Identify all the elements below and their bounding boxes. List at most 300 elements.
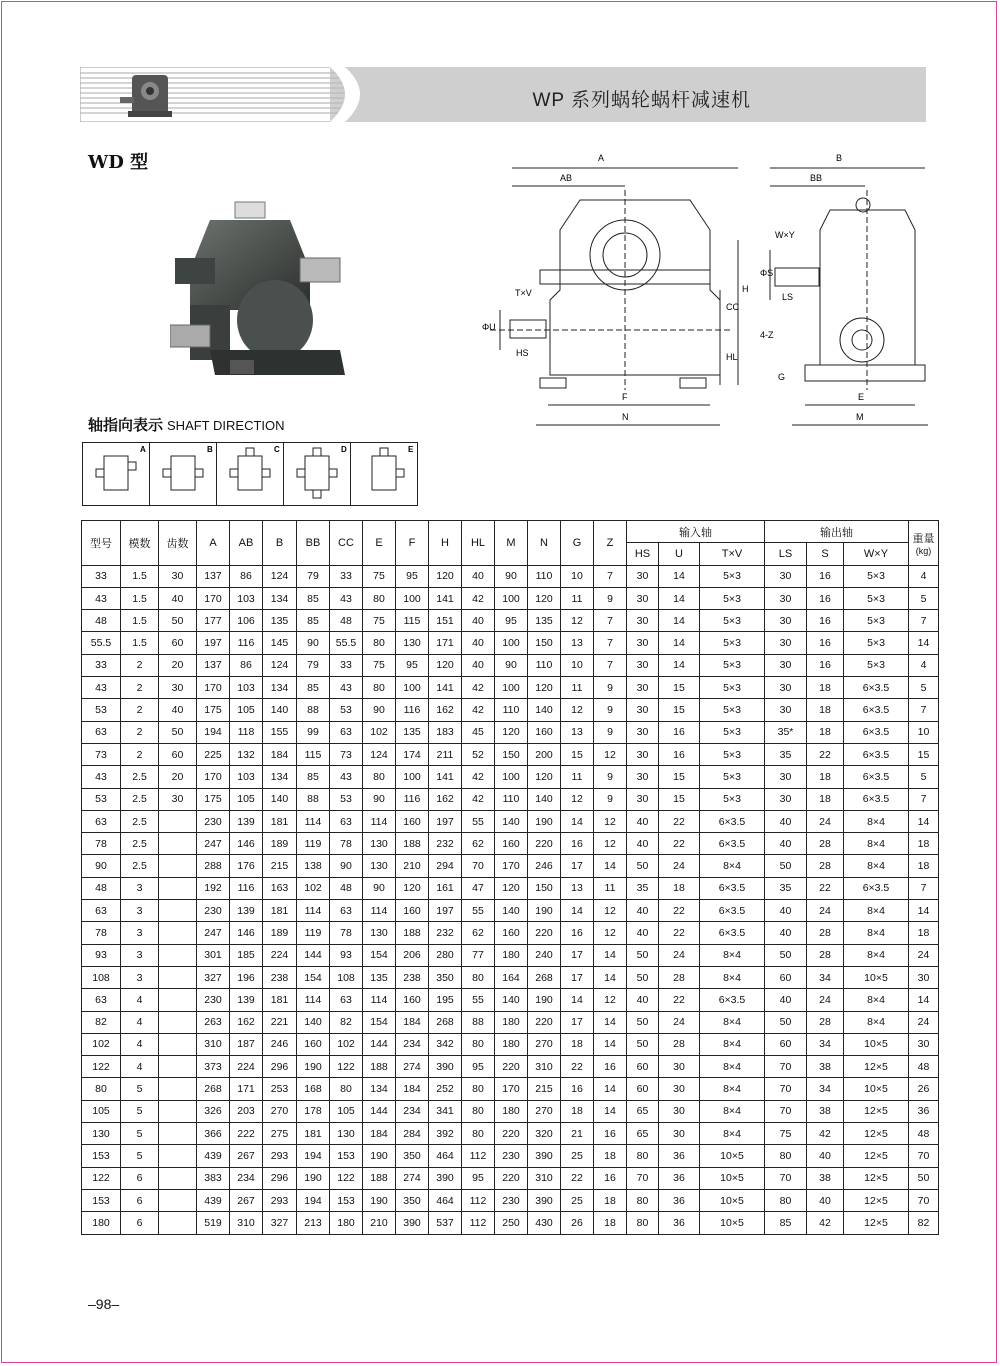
- table-cell: 16: [659, 721, 700, 743]
- front-housing: [550, 200, 720, 375]
- table-cell: 139: [230, 900, 263, 922]
- table-cell: 114: [297, 900, 330, 922]
- table-cell: 75: [765, 1123, 807, 1145]
- table-cell: 464: [429, 1189, 462, 1211]
- table-cell: [159, 877, 197, 899]
- table-cell: 14: [594, 966, 627, 988]
- table-row: [82, 810, 939, 832]
- table-cell: 16: [594, 1167, 627, 1189]
- table-cell: 13: [561, 877, 594, 899]
- table-cell: 247: [197, 833, 230, 855]
- table-cell: 250: [495, 1212, 528, 1234]
- table-cell: 88: [462, 1011, 495, 1033]
- table-cell: 140: [495, 810, 528, 832]
- column-header: E: [363, 521, 396, 566]
- table-cell: 22: [659, 900, 700, 922]
- table-cell: 6×3.5: [844, 721, 909, 743]
- table-cell: 9: [594, 721, 627, 743]
- table-cell: 170: [495, 855, 528, 877]
- table-cell: 40: [627, 989, 659, 1011]
- table-cell: 194: [297, 1189, 330, 1211]
- table-cell: 24: [909, 1011, 939, 1033]
- column-header: F: [396, 521, 429, 566]
- table-cell: 9: [594, 766, 627, 788]
- table-cell: 18: [807, 788, 844, 810]
- table-cell: 5×3: [700, 721, 765, 743]
- table-cell: 38: [807, 1100, 844, 1122]
- table-cell: 36: [909, 1100, 939, 1122]
- table-cell: [159, 1189, 197, 1211]
- table-cell: 4: [909, 654, 939, 676]
- table-row: [82, 900, 939, 922]
- table-cell: 12: [594, 900, 627, 922]
- table-cell: 95: [396, 654, 429, 676]
- table-cell: 16: [594, 1123, 627, 1145]
- table-cell: 190: [363, 1145, 396, 1167]
- banner-graphic: [80, 67, 926, 122]
- table-cell: 43: [82, 766, 121, 788]
- table-cell: 197: [429, 810, 462, 832]
- table-cell: 161: [429, 877, 462, 899]
- column-header: Z: [594, 521, 627, 566]
- table-cell: 184: [363, 1123, 396, 1145]
- table-cell: 114: [297, 810, 330, 832]
- table-cell: 350: [396, 1189, 429, 1211]
- table-cell: 70: [627, 1167, 659, 1189]
- table-cell: 230: [197, 810, 230, 832]
- table-cell: 180: [82, 1212, 121, 1234]
- table-body: [82, 565, 939, 1234]
- table-row: [82, 610, 939, 632]
- table-cell: 11: [594, 877, 627, 899]
- column-header: N: [528, 521, 561, 566]
- table-cell: 28: [807, 944, 844, 966]
- table-cell: 8×4: [700, 1056, 765, 1078]
- table-cell: 100: [396, 677, 429, 699]
- table-cell: 70: [909, 1189, 939, 1211]
- table-cell: 144: [297, 944, 330, 966]
- table-cell: 90: [495, 654, 528, 676]
- table-cell: 178: [297, 1100, 330, 1122]
- table-cell: 43: [330, 587, 363, 609]
- table-cell: 134: [263, 587, 297, 609]
- table-cell: 124: [263, 654, 297, 676]
- table-cell: 190: [528, 900, 561, 922]
- table-cell: 170: [495, 1078, 528, 1100]
- table-cell: 296: [263, 1056, 297, 1078]
- table-cell: 33: [82, 654, 121, 676]
- table-cell: 12×5: [844, 1189, 909, 1211]
- table-cell: 115: [297, 743, 330, 765]
- table-cell: 108: [82, 966, 121, 988]
- table-cell: 203: [230, 1100, 263, 1122]
- table-cell: 197: [197, 632, 230, 654]
- table-cell: 75: [363, 565, 396, 587]
- table-cell: 50: [765, 1011, 807, 1033]
- table-cell: 190: [528, 989, 561, 1011]
- table-cell: 22: [659, 922, 700, 944]
- shaft-direction-title: [88, 414, 285, 435]
- table-row: [82, 989, 939, 1011]
- table-cell: 240: [528, 944, 561, 966]
- dim-H: H: [742, 284, 749, 294]
- table-cell: 50: [627, 1033, 659, 1055]
- table-cell: 88: [297, 788, 330, 810]
- table-row: [82, 1167, 939, 1189]
- table-cell: 14: [594, 944, 627, 966]
- table-cell: 2.5: [121, 766, 159, 788]
- dim-BB: BB: [810, 173, 823, 183]
- table-cell: 112: [462, 1212, 495, 1234]
- table-cell: 4: [121, 1033, 159, 1055]
- table-cell: 80: [363, 632, 396, 654]
- table-cell: 43: [330, 766, 363, 788]
- dim-AB: AB: [560, 173, 573, 183]
- table-cell: 60: [765, 1033, 807, 1055]
- table-cell: 14: [594, 855, 627, 877]
- table-cell: 3: [121, 966, 159, 988]
- table-cell: 103: [230, 587, 263, 609]
- shaft-label-E: E: [408, 445, 414, 454]
- table-cell: 160: [495, 833, 528, 855]
- table-row: [82, 1056, 939, 1078]
- table-cell: 100: [396, 766, 429, 788]
- table-cell: [159, 1011, 197, 1033]
- table-cell: 5×3: [700, 766, 765, 788]
- table-cell: 5×3: [700, 565, 765, 587]
- table-cell: 5: [909, 587, 939, 609]
- table-cell: 105: [230, 699, 263, 721]
- table-cell: 6×3.5: [844, 677, 909, 699]
- table-cell: 93: [82, 944, 121, 966]
- table-cell: 5×3: [700, 788, 765, 810]
- column-header: BB: [297, 521, 330, 566]
- table-cell: 6×3.5: [844, 743, 909, 765]
- table-cell: 80: [363, 677, 396, 699]
- table-row: [82, 1078, 939, 1100]
- table-cell: 6×3.5: [844, 766, 909, 788]
- table-cell: 20: [159, 654, 197, 676]
- table-cell: 6×3.5: [700, 810, 765, 832]
- table-cell: 392: [429, 1123, 462, 1145]
- table-cell: 102: [82, 1033, 121, 1055]
- table-cell: [159, 1212, 197, 1234]
- table-cell: 197: [429, 900, 462, 922]
- table-cell: 35*: [765, 721, 807, 743]
- table-cell: 30: [909, 1033, 939, 1055]
- table-row: [82, 1123, 939, 1145]
- table-cell: 55: [462, 810, 495, 832]
- table-cell: 184: [396, 1011, 429, 1033]
- table-cell: 30: [765, 699, 807, 721]
- table-cell: 170: [197, 766, 230, 788]
- table-cell: 95: [462, 1056, 495, 1078]
- table-cell: 79: [297, 565, 330, 587]
- table-cell: 60: [627, 1078, 659, 1100]
- table-cell: 85: [297, 677, 330, 699]
- table-cell: 45: [462, 721, 495, 743]
- table-cell: 247: [197, 922, 230, 944]
- table-cell: 30: [627, 632, 659, 654]
- table-cell: 102: [297, 877, 330, 899]
- table-cell: 14: [659, 654, 700, 676]
- table-cell: 327: [263, 1212, 297, 1234]
- table-cell: 40: [807, 1145, 844, 1167]
- table-cell: 120: [528, 677, 561, 699]
- table-cell: 95: [396, 565, 429, 587]
- table-cell: 2: [121, 699, 159, 721]
- table-cell: 162: [429, 699, 462, 721]
- table-cell: 288: [197, 855, 230, 877]
- table-cell: 140: [263, 788, 297, 810]
- table-cell: 30: [765, 766, 807, 788]
- table-cell: 5×3: [844, 654, 909, 676]
- table-row: [82, 1033, 939, 1055]
- table-cell: 42: [462, 587, 495, 609]
- column-header: U: [659, 543, 700, 565]
- output-shaft-side: [775, 268, 819, 286]
- table-cell: 185: [230, 944, 263, 966]
- table-cell: 296: [263, 1167, 297, 1189]
- table-cell: 119: [297, 833, 330, 855]
- table-cell: 114: [363, 810, 396, 832]
- table-row: [82, 677, 939, 699]
- table-cell: 2.5: [121, 833, 159, 855]
- table-row: [82, 877, 939, 899]
- table-cell: 170: [197, 587, 230, 609]
- dim-G: G: [778, 372, 786, 382]
- table-row: [82, 632, 939, 654]
- table-cell: 6: [121, 1167, 159, 1189]
- table-cell: 16: [561, 1078, 594, 1100]
- table-cell: 160: [528, 721, 561, 743]
- table-cell: [159, 833, 197, 855]
- table-cell: 293: [263, 1145, 297, 1167]
- table-cell: 99: [297, 721, 330, 743]
- table-cell: 42: [462, 677, 495, 699]
- table-cell: 220: [528, 833, 561, 855]
- table-cell: 85: [297, 766, 330, 788]
- table-cell: 40: [627, 833, 659, 855]
- table-cell: 130: [396, 632, 429, 654]
- table-cell: 196: [230, 966, 263, 988]
- table-cell: 5×3: [700, 743, 765, 765]
- table-cell: 30: [627, 766, 659, 788]
- table-cell: 63: [330, 900, 363, 922]
- table-cell: 5×3: [700, 632, 765, 654]
- table-cell: 80: [363, 766, 396, 788]
- table-cell: 28: [807, 1011, 844, 1033]
- table-row: [82, 1212, 939, 1234]
- table-cell: 327: [197, 966, 230, 988]
- table-cell: 35: [765, 877, 807, 899]
- table-cell: 537: [429, 1212, 462, 1234]
- table-cell: 25: [561, 1145, 594, 1167]
- table-cell: 40: [765, 900, 807, 922]
- input-shaft-group-header: 输入轴: [627, 521, 765, 543]
- table-cell: 163: [263, 877, 297, 899]
- table-cell: 85: [297, 610, 330, 632]
- table-cell: 10: [561, 654, 594, 676]
- table-cell: 30: [659, 1123, 700, 1145]
- table-cell: 30: [765, 587, 807, 609]
- table-cell: 30: [627, 654, 659, 676]
- table-cell: 160: [396, 989, 429, 1011]
- table-cell: 192: [197, 877, 230, 899]
- table-cell: 135: [396, 721, 429, 743]
- table-cell: 8×4: [844, 833, 909, 855]
- table-cell: 10×5: [844, 966, 909, 988]
- table-cell: 373: [197, 1056, 230, 1078]
- weight-unit: (kg): [915, 545, 932, 556]
- table-cell: 130: [363, 855, 396, 877]
- table-cell: 3: [121, 944, 159, 966]
- table-cell: 18: [909, 855, 939, 877]
- shaft-title-cn: 轴指向表示: [88, 417, 164, 434]
- model-label: WD 型: [88, 152, 149, 173]
- table-cell: 9: [594, 699, 627, 721]
- table-cell: 90: [297, 632, 330, 654]
- table-cell: 18: [807, 699, 844, 721]
- table-cell: 13: [561, 632, 594, 654]
- table-cell: 16: [561, 833, 594, 855]
- table-cell: 33: [82, 565, 121, 587]
- table-cell: 5×3: [844, 632, 909, 654]
- dim-B: B: [836, 153, 843, 163]
- table-cell: 90: [495, 565, 528, 587]
- table-cell: [159, 810, 197, 832]
- table-cell: 40: [462, 610, 495, 632]
- table-cell: 211: [429, 743, 462, 765]
- column-header: W×Y: [844, 543, 909, 565]
- table-cell: 40: [627, 810, 659, 832]
- table-cell: 234: [230, 1167, 263, 1189]
- table-cell: 120: [429, 565, 462, 587]
- table-cell: 30: [627, 788, 659, 810]
- table-cell: 134: [263, 766, 297, 788]
- table-cell: 168: [297, 1078, 330, 1100]
- table-cell: 6: [121, 1212, 159, 1234]
- table-cell: 18: [594, 1145, 627, 1167]
- table-cell: 122: [82, 1167, 121, 1189]
- table-cell: 183: [429, 721, 462, 743]
- table-cell: [159, 1123, 197, 1145]
- table-cell: 138: [297, 855, 330, 877]
- table-cell: 12: [594, 810, 627, 832]
- table-cell: 60: [765, 966, 807, 988]
- table-cell: 16: [807, 610, 844, 632]
- table-cell: 153: [330, 1145, 363, 1167]
- table-cell: 137: [197, 565, 230, 587]
- weight-header: [909, 521, 939, 566]
- table-cell: 40: [765, 833, 807, 855]
- table-cell: 146: [230, 833, 263, 855]
- table-cell: 50: [909, 1167, 939, 1189]
- table-cell: 80: [627, 1145, 659, 1167]
- table-cell: 110: [495, 699, 528, 721]
- table-cell: 16: [807, 632, 844, 654]
- column-header: A: [197, 521, 230, 566]
- table-cell: 294: [429, 855, 462, 877]
- table-row: [82, 855, 939, 877]
- table-cell: 12: [594, 989, 627, 1011]
- table-cell: 30: [159, 677, 197, 699]
- table-cell: 4: [121, 1011, 159, 1033]
- table-cell: 30: [765, 632, 807, 654]
- table-cell: 42: [462, 788, 495, 810]
- table-cell: 122: [330, 1167, 363, 1189]
- table-cell: 112: [462, 1145, 495, 1167]
- dim-F: F: [622, 392, 628, 402]
- table-cell: 70: [462, 855, 495, 877]
- column-header: AB: [230, 521, 263, 566]
- table-cell: 10: [909, 721, 939, 743]
- table-cell: 30: [765, 788, 807, 810]
- table-cell: 15: [659, 699, 700, 721]
- table-cell: 24: [659, 855, 700, 877]
- table-cell: 110: [528, 565, 561, 587]
- table-cell: 15: [561, 743, 594, 765]
- table-cell: 40: [627, 900, 659, 922]
- table-row: [82, 1189, 939, 1211]
- dim-HS: HS: [516, 348, 529, 358]
- table-cell: 50: [627, 855, 659, 877]
- dimension-drawing: [470, 150, 940, 435]
- table-cell: 12: [594, 743, 627, 765]
- table-cell: 220: [495, 1056, 528, 1078]
- table-cell: 90: [82, 855, 121, 877]
- table-cell: 464: [429, 1145, 462, 1167]
- table-cell: 160: [396, 900, 429, 922]
- table-cell: 3: [121, 900, 159, 922]
- table-cell: 12: [594, 833, 627, 855]
- table-cell: 135: [363, 966, 396, 988]
- table-cell: 268: [197, 1078, 230, 1100]
- table-cell: 210: [396, 855, 429, 877]
- table-cell: 14: [659, 565, 700, 587]
- table-cell: 10×5: [844, 1078, 909, 1100]
- table-cell: 63: [330, 989, 363, 1011]
- table-cell: 145: [263, 632, 297, 654]
- table-cell: 63: [82, 900, 121, 922]
- table-cell: 82: [909, 1212, 939, 1234]
- table-cell: 252: [429, 1078, 462, 1100]
- table-row: [82, 944, 939, 966]
- table-cell: 112: [462, 1189, 495, 1211]
- table-cell: 116: [230, 877, 263, 899]
- table-cell: 33: [330, 654, 363, 676]
- table-cell: 246: [263, 1033, 297, 1055]
- table-cell: 17: [561, 855, 594, 877]
- table-cell: 14: [594, 1033, 627, 1055]
- table-cell: 215: [528, 1078, 561, 1100]
- table-cell: 215: [263, 855, 297, 877]
- table-cell: 120: [396, 877, 429, 899]
- table-cell: 82: [82, 1011, 121, 1033]
- table-cell: 36: [659, 1212, 700, 1234]
- table-cell: 50: [627, 944, 659, 966]
- table-cell: 13: [561, 721, 594, 743]
- table-cell: 95: [495, 610, 528, 632]
- table-cell: [159, 1033, 197, 1055]
- column-header: M: [495, 521, 528, 566]
- table-cell: 28: [659, 966, 700, 988]
- table-cell: 5: [909, 677, 939, 699]
- table-cell: 40: [159, 587, 197, 609]
- table-cell: 15: [659, 788, 700, 810]
- table-cell: 34: [807, 1033, 844, 1055]
- table-cell: 6×3.5: [844, 877, 909, 899]
